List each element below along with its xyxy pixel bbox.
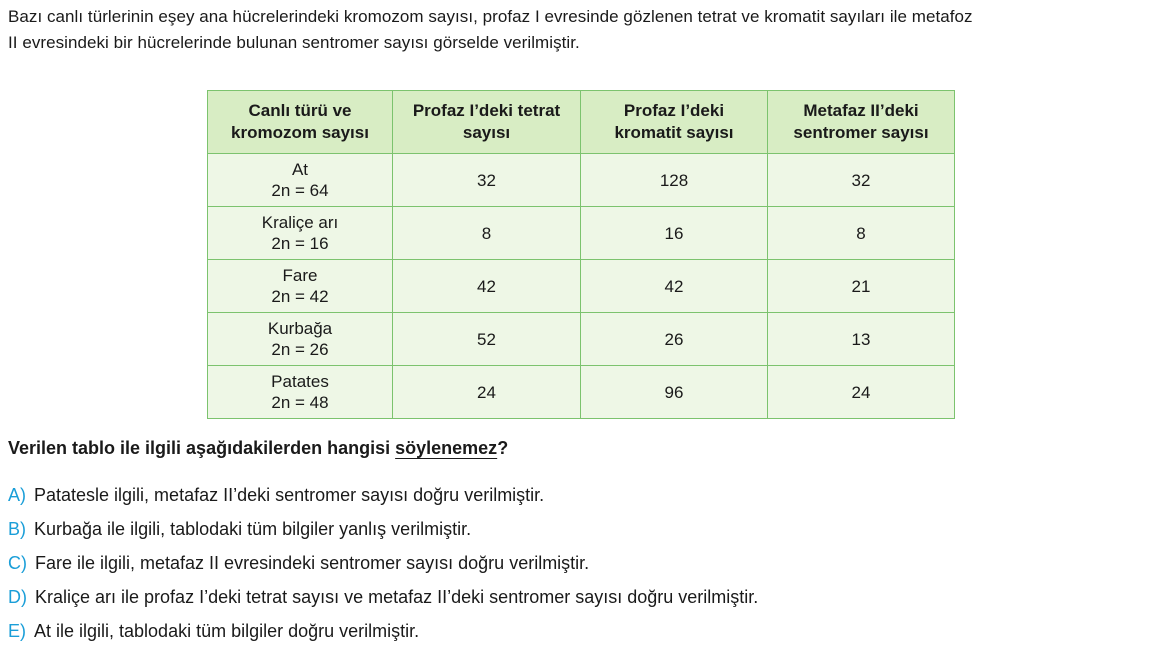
tetrat-cell: 32 (393, 154, 581, 207)
option-b[interactable] (8, 516, 758, 550)
table-row (208, 154, 955, 207)
species-cell: At 2n = 64 (208, 154, 393, 207)
option-letter: C) (8, 553, 27, 573)
option-letter: B) (8, 519, 26, 539)
kromatit-cell: 128 (581, 154, 768, 207)
sentromer-cell: 21 (768, 260, 955, 313)
table-row (208, 260, 955, 313)
header-species: Canlı türü ve kromozom sayısı (208, 91, 393, 154)
tetrat-cell: 52 (393, 313, 581, 366)
kromatit-cell: 26 (581, 313, 768, 366)
intro-text (8, 4, 1158, 56)
sentromer-cell: 24 (768, 366, 955, 419)
option-text: At ile ilgili, tablodaki tüm bilgiler doğru verilmiştir. (34, 621, 420, 641)
kromatit-cell: 42 (581, 260, 768, 313)
intro-line-2: II evresindeki bir hücrelerinde bulunan sentromer sayısı görselde verilmiştir. (8, 33, 580, 52)
option-text: Kraliçe arı ile profaz I’deki tetrat sayısı ve metafaz II’deki sentromer sayısı doğru verilmiştir. (35, 587, 759, 607)
question-text: Verilen tablo ile ilgili aşağıdakilerden hangisi söylenemez? (8, 438, 509, 458)
option-e[interactable] (8, 618, 758, 652)
question-emphasis: söylenemez (395, 438, 498, 458)
intro-line-1: Bazı canlı türlerinin eşey ana hücrelerindeki kromozom sayısı, profaz I evresinde gözlenen tetrat ve kromatit sayıları ile metafoz (8, 7, 973, 26)
answer-options (8, 482, 758, 652)
tetrat-cell: 42 (393, 260, 581, 313)
species-cell: Kraliçe arı 2n = 16 (208, 207, 393, 260)
sentromer-cell: 8 (768, 207, 955, 260)
option-text: Fare ile ilgili, metafaz II evresindeki sentromer sayısı doğru verilmiştir. (35, 553, 590, 573)
table-header-row (208, 91, 955, 154)
option-text: Patatesle ilgili, metafaz II’deki sentromer sayısı doğru verilmiştir. (34, 485, 545, 505)
option-text: Kurbağa ile ilgili, tablodaki tüm bilgiler yanlış verilmiştir. (34, 519, 472, 539)
option-d[interactable] (8, 584, 758, 618)
chromosome-table (207, 90, 955, 419)
option-letter: E) (8, 621, 26, 641)
species-cell: Fare 2n = 42 (208, 260, 393, 313)
sentromer-cell: 32 (768, 154, 955, 207)
tetrat-cell: 24 (393, 366, 581, 419)
table-row (208, 366, 955, 419)
header-sentromer: Metafaz II’deki sentromer sayısı (768, 91, 955, 154)
header-kromatit: Profaz I’deki kromatit sayısı (581, 91, 768, 154)
option-a[interactable] (8, 482, 758, 516)
table-row (208, 313, 955, 366)
sentromer-cell: 13 (768, 313, 955, 366)
species-cell: Kurbağa 2n = 26 (208, 313, 393, 366)
kromatit-cell: 96 (581, 366, 768, 419)
option-letter: D) (8, 587, 27, 607)
option-letter: A) (8, 485, 26, 505)
option-c[interactable] (8, 550, 758, 584)
tetrat-cell: 8 (393, 207, 581, 260)
table-row (208, 207, 955, 260)
kromatit-cell: 16 (581, 207, 768, 260)
header-tetrat: Profaz I’deki tetrat sayısı (393, 91, 581, 154)
species-cell: Patates 2n = 48 (208, 366, 393, 419)
